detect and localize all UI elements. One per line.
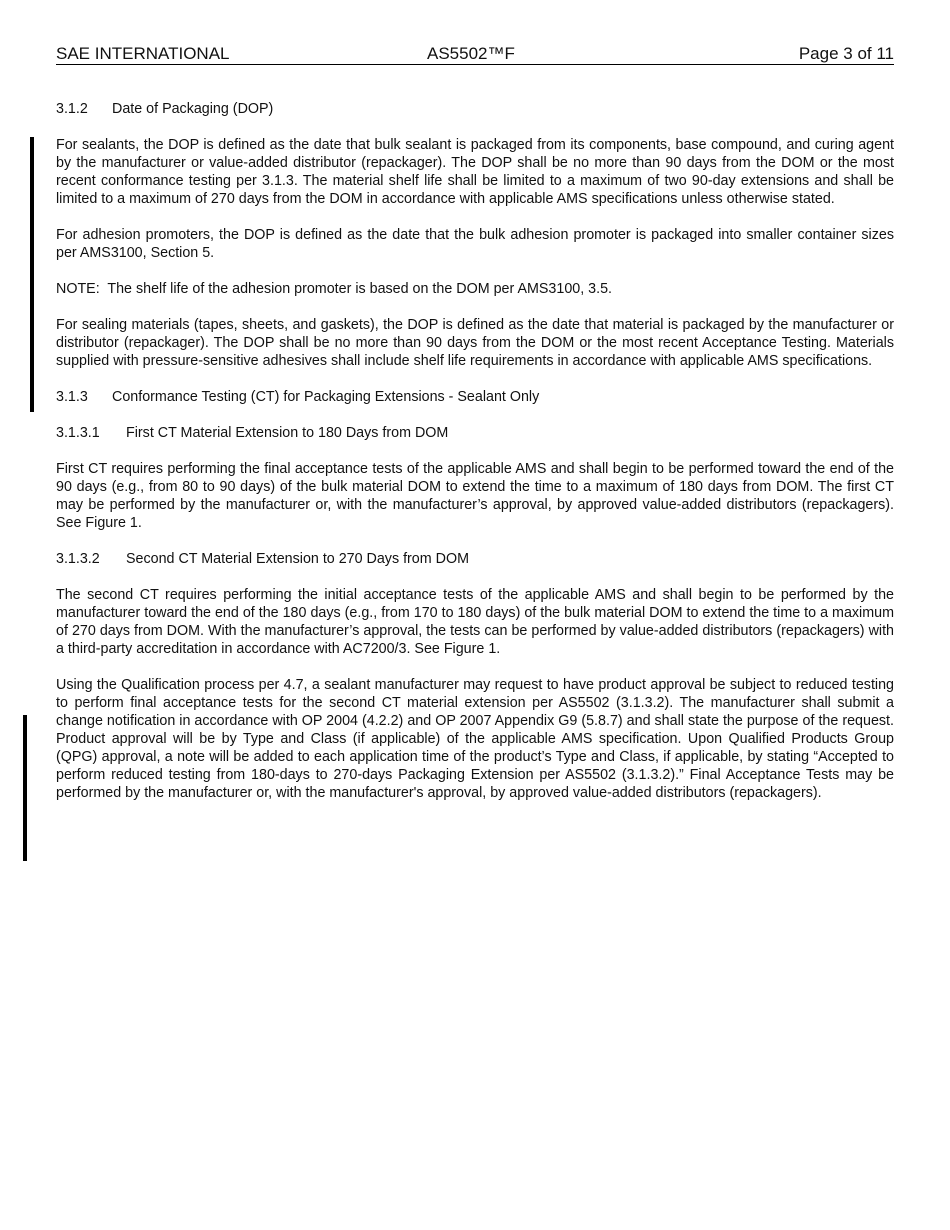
section-title: Conformance Testing (CT) for Packaging Extensions - Sealant Only [112, 389, 540, 405]
section-heading-3-1-3 [56, 388, 894, 406]
section-number: 3.1.3 [56, 389, 88, 405]
section-title: First CT Material Extension to 180 Days from DOM [126, 425, 449, 441]
revision-change-bar [23, 715, 27, 861]
section-heading-3-1-3-1 [56, 424, 894, 442]
header-document-id: AS5502™F [427, 44, 515, 63]
section-heading-3-1-2 [56, 100, 894, 118]
section-number: 3.1.3.1 [56, 425, 100, 441]
note-shelf-life: NOTE: The shelf life of the adhesion promoter is based on the DOM per AMS3100, 3.5. [56, 281, 613, 297]
header-page-number: Page 3 of 11 [798, 44, 894, 63]
paragraph-adhesion-promoter-dop: For adhesion promoters, the DOP is defined as the date that the bulk adhesion promoter is packaged into smaller container sizes per AMS3100, Section 5. [56, 227, 894, 261]
paragraph-sealing-materials-dop: For sealing materials (tapes, sheets, and gaskets), the DOP is defined as the date that material is packaged by the manufacturer or distributor (repackager). The DOP shall be no more than 90 days from the DOM or the most recent Acceptance Testing. Materials supplied with pressure-sensitive adhesives shall include shelf life requirements in accordance with applicable AMS specifications. [56, 317, 894, 369]
section-number: 3.1.3.2 [56, 551, 100, 567]
paragraph-sealant-dop: For sealants, the DOP is defined as the date that bulk sealant is packaged from its components, base compound, and curing agent by the manufacturer or value-added distributor (repackager). The DOP shall be no more than 90 days from the DOM or the most recent conformance testing per 3.1.3. The material shelf life shall be limited to a maximum of two 90-day extensions and shall be limited to a maximum of 270 days from the DOM in accordance with applicable AMS specifications unless otherwise stated. [56, 137, 894, 207]
paragraph-first-ct: First CT requires performing the final acceptance tests of the applicable AMS and shall begin to be performed toward the end of the 90 days (e.g., from 80 to 90 days) of the bulk material DOM to extend the time to a maximum of 180 days from DOM. The first CT may be performed by the manufacturer or, with the manufacturer’s approval, by approved value-added distributors (repackagers). See Figure 1. [56, 461, 894, 531]
section-title: Date of Packaging (DOP) [112, 101, 274, 117]
section-heading-3-1-3-2 [56, 550, 894, 568]
document-body [56, 100, 894, 820]
paragraph-qualification-process: Using the Qualification process per 4.7, a sealant manufacturer may request to have product approval be subject to reduced testing to perform final acceptance tests for the second CT material extension per AS5502 (3.1.3.2). The manufacturer shall submit a change notification in accordance with OP 2004 (4.2.2) and OP 2007 Appendix G9 (5.8.7) and shall state the purpose of the request. Product approval will be by Type and Class (if applicable) of the applicable AMS specification. Upon Qualified Products Group (QPG) approval, a note will be added to each application time of the product’s Type and Class, if applicable, by stating “Accepted to perform reduced testing from 180-days to 270-days Packaging Extension per AS5502 (3.1.3.2).” Final Acceptance Tests may be performed by the manufacturer or, with the manufacturer's approval, by approved value-added distributors (repackagers). [56, 677, 894, 801]
section-title: Second CT Material Extension to 270 Days from DOM [126, 551, 469, 567]
revision-change-bar [30, 137, 34, 412]
section-number: 3.1.2 [56, 101, 88, 117]
paragraph-second-ct: The second CT requires performing the initial acceptance tests of the applicable AMS and shall begin to be performed by the manufacturer toward the end of the 180 days (e.g., from 170 to 180 days) of the bulk material DOM to extend the time to a maximum of 270 days from DOM. With the manufacturer’s approval, the tests can be performed by value-added distributors (repackagers) with a third-party accreditation in accordance with AC7200/3. See Figure 1. [56, 587, 894, 657]
page-header [56, 44, 894, 65]
header-organization: SAE INTERNATIONAL [56, 44, 230, 63]
